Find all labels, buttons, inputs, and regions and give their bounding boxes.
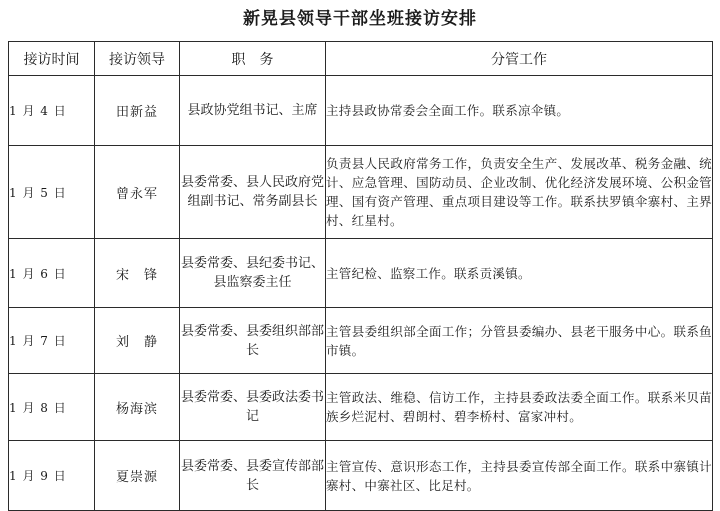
reception-schedule-table <box>8 41 713 511</box>
cell-post: 县委常委、县委组织部部长 <box>180 308 326 374</box>
table-header-row <box>9 42 713 76</box>
cell-leader: 杨海滨 <box>95 374 180 441</box>
cell-date: 1 月 6 日 <box>9 239 95 308</box>
header-work: 分管工作 <box>326 42 713 76</box>
cell-date: 1 月 5 日 <box>9 146 95 239</box>
header-leader: 接访领导 <box>95 42 180 76</box>
cell-post: 县委常委、县委政法委书记 <box>180 374 326 441</box>
cell-date: 1 月 4 日 <box>9 76 95 146</box>
cell-post: 县政协党组书记、主席 <box>180 76 326 146</box>
cell-work: 主持县政协常委会全面工作。联系凉伞镇。 <box>326 76 713 146</box>
table-row <box>9 146 713 239</box>
cell-work: 负责县人民政府常务工作，负责安全生产、发展改革、税务金融、统计、应急管理、国防动员、企业改制、优化经济发展环境、公积金管理、国有资产管理、重点项目建设等工作。联系扶罗镇伞寨村、主界村、红星村。 <box>326 146 713 239</box>
cell-work: 主管县委组织部全面工作；分管县委编办、县老干服务中心。联系鱼市镇。 <box>326 308 713 374</box>
table-row <box>9 76 713 146</box>
cell-work: 主管宣传、意识形态工作，主持县委宣传部全面工作。联系中寨镇计寨村、中寨社区、比足村。 <box>326 441 713 511</box>
table-row <box>9 374 713 441</box>
cell-date: 1 月 8 日 <box>9 374 95 441</box>
cell-leader: 曾永军 <box>95 146 180 239</box>
header-date: 接访时间 <box>9 42 95 76</box>
cell-leader: 宋 锋 <box>95 239 180 308</box>
cell-post: 县委常委、县纪委书记、县监察委主任 <box>180 239 326 308</box>
cell-post: 县委常委、县人民政府党组副书记、常务副县长 <box>180 146 326 239</box>
page-title: 新晃县领导干部坐班接访安排 <box>243 9 477 29</box>
table-row <box>9 308 713 374</box>
cell-leader: 刘 静 <box>95 308 180 374</box>
cell-work: 主管政法、维稳、信访工作，主持县委政法委全面工作。联系米贝苗族乡烂泥村、碧朗村、碧李桥村、富家冲村。 <box>326 374 713 441</box>
cell-date: 1 月 9 日 <box>9 441 95 511</box>
table-row <box>9 239 713 308</box>
cell-leader: 田新益 <box>95 76 180 146</box>
cell-work: 主管纪检、监察工作。联系贡溪镇。 <box>326 239 713 308</box>
table-row <box>9 441 713 511</box>
cell-post: 县委常委、县委宣传部部长 <box>180 441 326 511</box>
cell-date: 1 月 7 日 <box>9 308 95 374</box>
cell-leader: 夏崇源 <box>95 441 180 511</box>
header-post: 职 务 <box>180 42 326 76</box>
